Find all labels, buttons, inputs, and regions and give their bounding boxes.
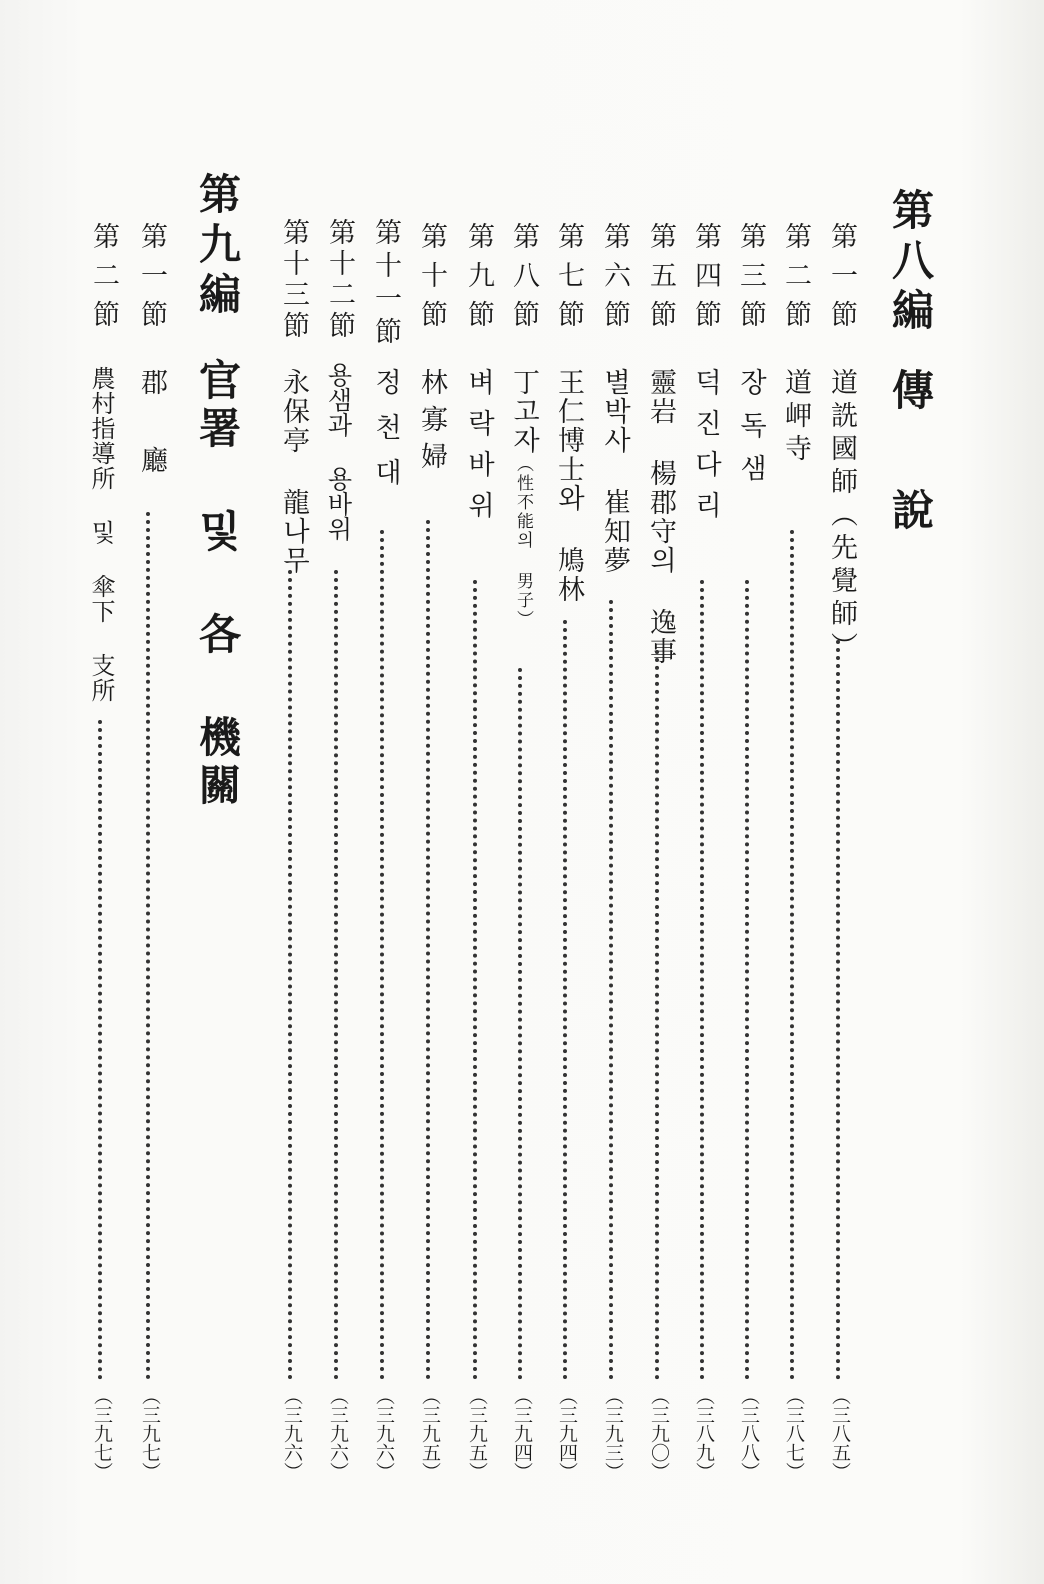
toc-entry[interactable] (591, 0, 631, 1584)
section-number: 第九節 (463, 222, 494, 339)
dot-leader (288, 570, 292, 1380)
section-title: 덕진다리 (690, 368, 721, 532)
section-number: 第十二節 (324, 218, 355, 342)
section-number: 第一節 (136, 222, 167, 339)
toc-entry[interactable] (682, 0, 722, 1584)
page-number: （三九七） (139, 1386, 161, 1481)
dot-leader (790, 530, 794, 1380)
part9-heading (185, 0, 241, 1584)
dot-leader (745, 580, 749, 1380)
dot-leader (473, 580, 477, 1380)
section-title: 벼락바위 (463, 368, 494, 532)
section-title: 林寡婦 (416, 368, 447, 479)
toc-entry[interactable] (316, 0, 356, 1584)
section-title (504, 368, 543, 629)
part8-heading (878, 0, 934, 1584)
page-number: （三九〇） (648, 1386, 670, 1481)
section-title: 農村指導所 및 傘下 支所 (87, 366, 115, 703)
toc-entry[interactable] (455, 0, 495, 1584)
dot-leader (609, 600, 613, 1380)
toc-entry[interactable] (80, 0, 120, 1584)
section-title: 永保亭 龍나무 (278, 368, 309, 575)
section-number: 第八節 (508, 222, 539, 339)
dot-leader (98, 720, 102, 1380)
toc-entry[interactable] (727, 0, 767, 1584)
toc-entry[interactable] (270, 0, 310, 1584)
section-number: 第七節 (553, 222, 584, 339)
section-title: 王仁博士와 鳩林 (553, 368, 584, 604)
dot-leader (836, 640, 840, 1380)
toc-entry[interactable] (637, 0, 677, 1584)
dot-leader (426, 520, 430, 1380)
section-title: 郡 廳 (136, 368, 167, 485)
page-number: （三九六） (327, 1386, 349, 1481)
part8-label: 第八編 (886, 188, 935, 338)
page-number: （三八五） (829, 1386, 851, 1481)
part9-title: 官署 및 各 機關 (193, 358, 242, 811)
part9-label: 第九編 (193, 172, 242, 322)
page-number: （三九四） (511, 1386, 533, 1481)
dot-leader (700, 580, 704, 1380)
section-title: 정천대 (370, 368, 401, 503)
dot-leader (518, 668, 522, 1380)
section-title: 별박사 崔知夢 (599, 368, 630, 575)
section-number: 第二節 (88, 222, 119, 339)
toc-entry[interactable] (818, 0, 858, 1584)
section-title-main: 丁고자 (508, 368, 539, 455)
section-title: 道岬寺 (780, 368, 811, 467)
section-number: 第十一節 (370, 218, 401, 350)
dot-leader (563, 620, 567, 1380)
section-number: 第十三節 (278, 218, 309, 342)
page-number: （三九六） (373, 1386, 395, 1481)
section-title: 靈岩 楊郡守의 逸事 (645, 368, 676, 666)
toc-entry[interactable] (128, 0, 168, 1584)
page-number: （三八七） (783, 1386, 805, 1481)
page-number: （三八八） (738, 1386, 760, 1481)
section-number: 第三節 (735, 222, 766, 339)
section-title: 道詵國師（先覺師） (826, 368, 857, 665)
toc-entry[interactable] (408, 0, 448, 1584)
toc-entry[interactable] (500, 0, 540, 1584)
page-number: （三九六） (281, 1386, 303, 1481)
section-number: 第二節 (780, 222, 811, 339)
section-title: 장독샘 (735, 368, 766, 497)
section-number: 第六節 (599, 222, 630, 339)
section-title: 용샘과 용바위 (324, 362, 353, 541)
page-number: （三八九） (693, 1386, 715, 1481)
part8-title: 傳 說 (886, 368, 935, 548)
dot-leader (655, 650, 659, 1380)
section-number: 第一節 (826, 222, 857, 339)
section-number: 第五節 (645, 222, 676, 339)
page-number: （三九四） (556, 1386, 578, 1481)
page-number: （三九三） (602, 1386, 624, 1481)
dot-leader (334, 570, 338, 1380)
toc-entry[interactable] (362, 0, 402, 1584)
page-number: （三九五） (466, 1386, 488, 1481)
page-number: （三九五） (419, 1386, 441, 1481)
page-number: （三九七） (91, 1386, 113, 1481)
section-number: 第四節 (690, 222, 721, 339)
toc-entry[interactable] (545, 0, 585, 1584)
section-number: 第十節 (416, 222, 447, 339)
toc-entry[interactable] (772, 0, 812, 1584)
section-title-note: （性不能의 男子） (513, 455, 533, 629)
dot-leader (146, 512, 150, 1380)
dot-leader (380, 530, 384, 1380)
